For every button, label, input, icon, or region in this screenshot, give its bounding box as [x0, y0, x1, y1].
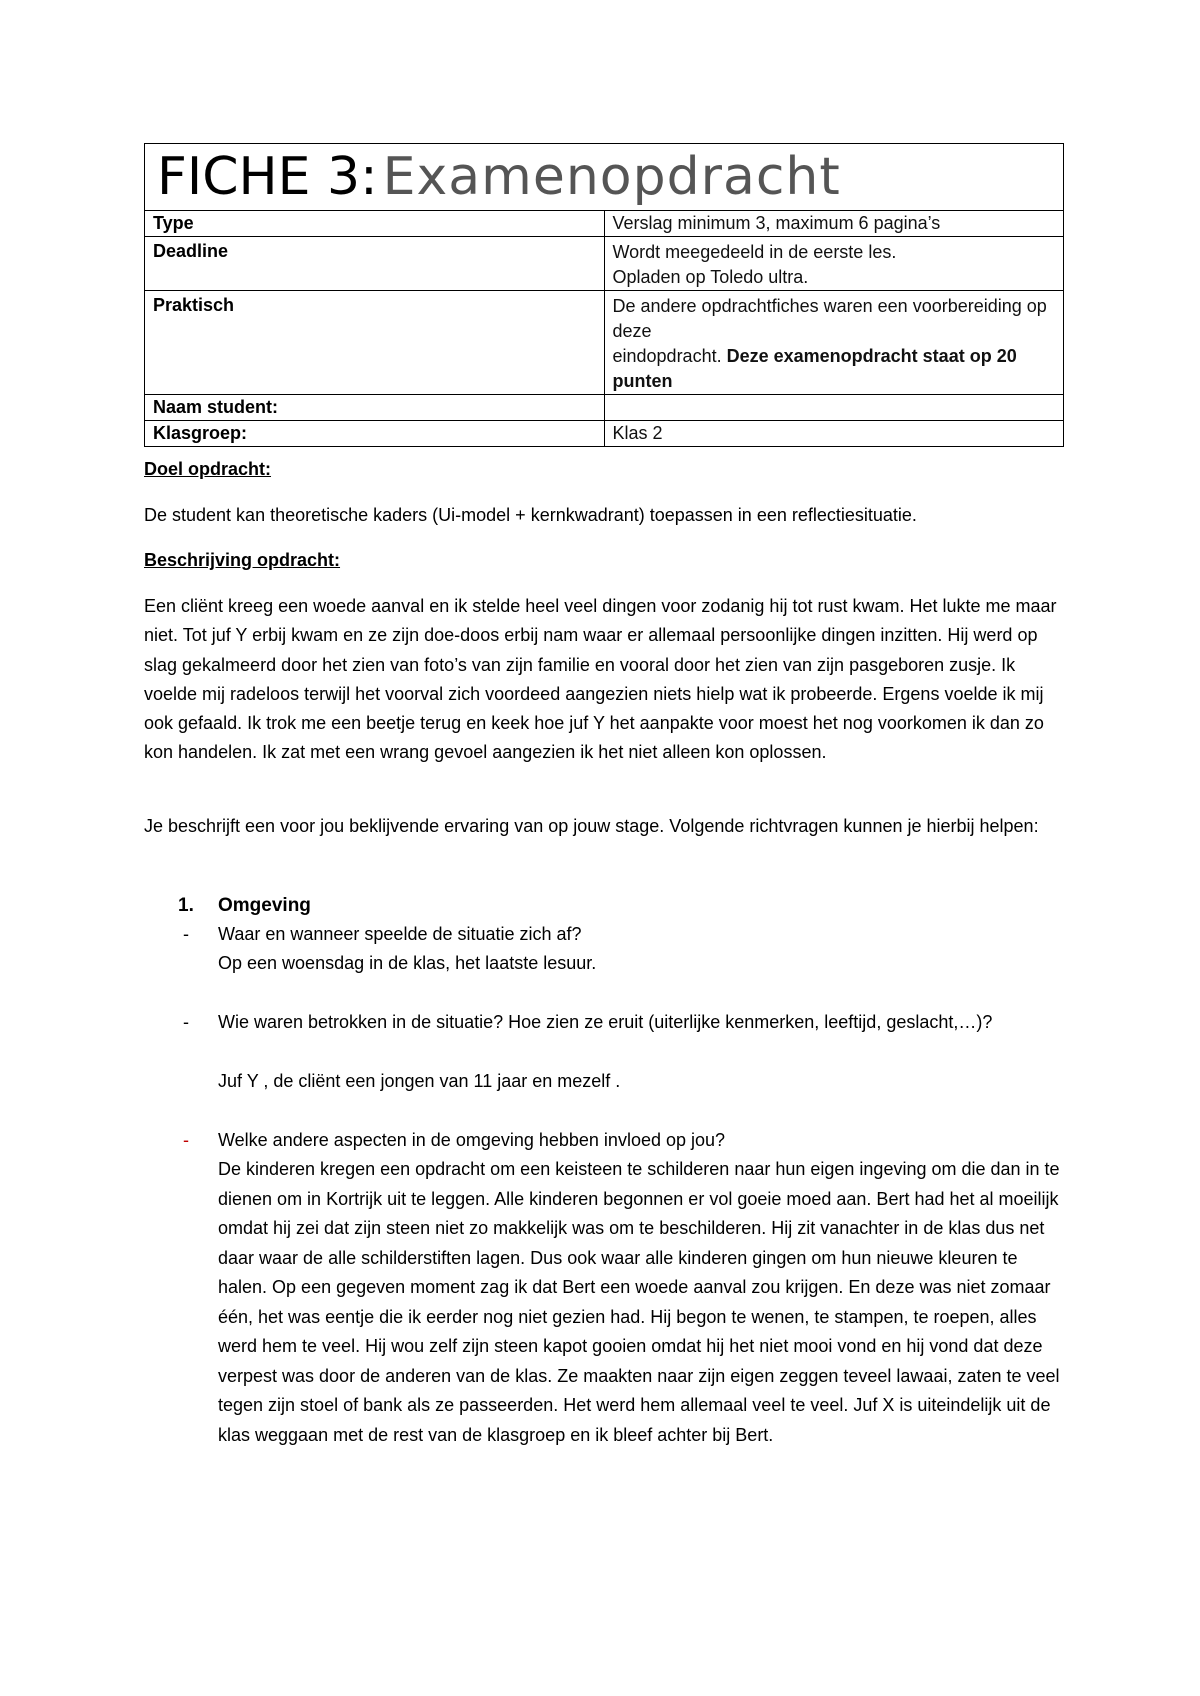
bullet-dash: - [183, 924, 189, 944]
section-number: 1. [178, 895, 194, 916]
beschrijving-paragraph2: Je beschrijft een voor jou beklijvende ervaring van op jouw stage. Volgende richtvragen kunnen je hierbij helpen: [144, 816, 1039, 836]
answer-3: De kinderen kregen een opdracht om een keisteen te schilderen naar hun eigen ingeving om die dan in te dienen om in Kortrijk uit te leggen. Alle kinderen begonnen er vol goeie moed aan. Bert had het al moeilijk omdat hij zei dat zijn steen niet zo makkelijk was om te beschilderen. Hij zit vanachter in de klas dus net daar waar de alle schilderstiften lagen. Dus ook waar alle kinderen gingen om hun nieuwe kleuren te halen. Op een gegeven moment zag ik dat Bert een woede aanval zou krijgen. En deze was niet zomaar één, het was eentje die ik eerder nog niet gezien had. Hij begon te wenen, te stampen, te roepen, alles werd hem te veel. Hij wou zelf zijn steen kapot gooien omdat hij het niet mooi vond en hij vond dat deze verpest was door de anderen van de klas. Ze maakten naar zijn eigen zeggen teveel lawaai, zaten te veel tegen zijn stoel of bank als ze passeerden. Het werd hem allemaal veel te veel. Juf X is uiteindelijk uit de klas weggaan met de rest van de klasgroep en ik bleef achter bij Bert. [218, 1159, 1060, 1445]
bullet-dash: - [183, 1012, 189, 1032]
deadline-value [604, 237, 1064, 291]
doel-heading: Doel opdracht: [144, 459, 272, 479]
table-row [145, 291, 1064, 395]
type-value: Verslag minimum 3, maximum 6 pagina’s [604, 211, 1064, 237]
section-title: Omgeving [218, 895, 311, 916]
klasgroep-value: Klas 2 [604, 421, 1064, 447]
bullet-dash: - [183, 1130, 189, 1150]
praktisch-value-line1: De andere opdrachtfiches waren een voorbereiding op deze [612, 296, 1047, 341]
deadline-value-line1: Wordt meegedeeld in de eerste les. [612, 242, 897, 262]
table-row [145, 421, 1064, 447]
praktisch-label: Praktisch [145, 291, 605, 395]
table-row [145, 395, 1064, 421]
question-1: Waar en wanneer speelde de situatie zich af? [218, 924, 582, 944]
beschrijving-heading: Beschrijving opdracht: [144, 550, 341, 570]
praktisch-value-normal: eindopdracht. [612, 346, 722, 366]
praktisch-value-line2 [613, 344, 1056, 394]
deadline-label: Deadline [145, 237, 605, 291]
fiche-table [144, 143, 1064, 447]
answer-1: Op een woensdag in de klas, het laatste lesuur. [218, 953, 597, 973]
deadline-value-line2: Opladen op Toledo ultra. [612, 267, 809, 287]
fiche-title [145, 144, 1064, 211]
beschrijving-paragraph1: Een cliënt kreeg een woede aanval en ik stelde heel veel dingen voor zodanig hij tot rust kwam. Het lukte me maar niet. Tot juf Y erbij kwam en ze zijn doe-doos erbij nam waar er allemaal persoonlijke dingen inzitten. Hij werd op slag gekalmeerd door het zien van foto’s van zijn familie en vooral door het zien van zijn pasgeboren zusje. Ik voelde mij radeloos terwijl het voorval zich voordeed aangezien niets hielp wat ik probeerde. Ergens voelde ik mij ook gefaald. Ik trok me een beetje terug en keek hoe juf Y het aanpakte voor moest het nog voorkomen ik dan zo kon handelen. Ik zat met een wrang gevoel aangezien ik het niet alleen kon oplossen. [144, 596, 1057, 763]
praktisch-value-bold: Deze examenopdracht staat op 20 punten [612, 346, 1017, 391]
table-row [145, 211, 1064, 237]
naam-label: Naam student: [145, 395, 605, 421]
naam-value [604, 395, 1064, 421]
question-3: Welke andere aspecten in de omgeving hebben invloed op jou? [218, 1130, 726, 1150]
table-row [145, 237, 1064, 291]
fiche-title-main: Examenopdracht [382, 147, 841, 207]
fiche-title-prefix: FICHE 3: [157, 147, 378, 207]
klasgroep-label: Klasgroep: [145, 421, 605, 447]
praktisch-value [604, 291, 1064, 395]
question-2: Wie waren betrokken in de situatie? Hoe zien ze eruit (uiterlijke kenmerken, leeftijd, geslacht,…)? [218, 1012, 993, 1032]
answer-2: Juf Y , de cliënt een jongen van 11 jaar en mezelf . [218, 1071, 621, 1091]
type-label: Type [145, 211, 605, 237]
doel-text: De student kan theoretische kaders (Ui-model + kernkwadrant) toepassen in een reflectiesituatie. [144, 505, 917, 525]
